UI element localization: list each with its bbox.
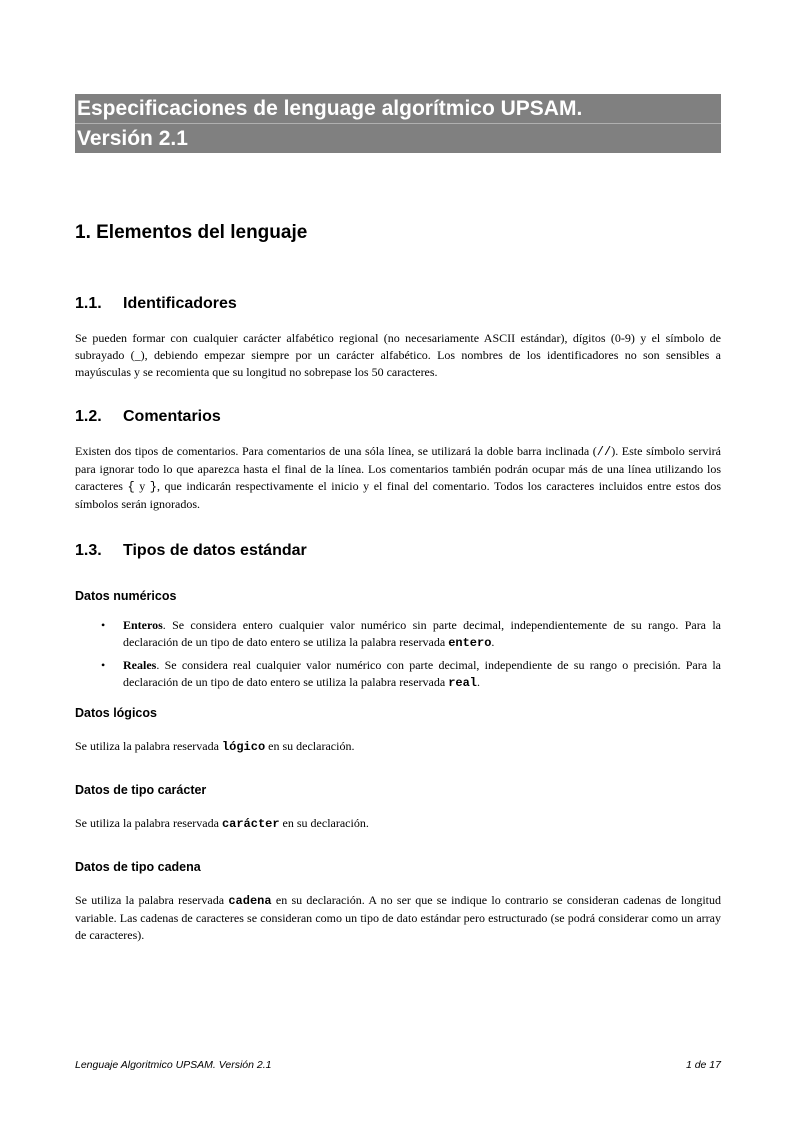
text-run: . Se considera real cualquier valor numérico con parte decimal, independiente de su rango o precisión. Para la declaración de un tipo de dato entero se utiliza la palabra reservada: [123, 658, 721, 689]
text-run: en su declaración.: [279, 816, 369, 830]
cadena-paragraph: [75, 892, 721, 944]
section-title: Tipos de datos estándar: [123, 542, 307, 559]
logicos-paragraph: [75, 738, 721, 756]
keyword: real: [448, 676, 477, 690]
numericos-list: [75, 617, 721, 692]
subheading-numericos: Datos numéricos: [75, 589, 177, 603]
section-heading-1-1: [75, 294, 721, 314]
identificadores-paragraph: Se pueden formar con cualquier carácter alfabético regional (no necesariamente ASCII estándar), dígitos (0-9) y el símbolo de subrayado (_), debiendo empezar siempre por un carácter alfabético. Los nombres de los identificadores no son sensibles a mayúsculas y se recomienta que su longitud no sobrepase los 50 caracteres.: [75, 331, 721, 379]
bullet-icon: •: [101, 658, 106, 672]
section-heading-1-2: [75, 407, 721, 427]
code-inline: }: [149, 480, 157, 494]
footer-title: Lenguaje Algoritmico UPSAM. Versión 2.1: [75, 1059, 272, 1071]
text-run: .: [477, 675, 480, 689]
document-page: [75, 94, 721, 944]
text-run: y: [134, 479, 150, 493]
text-run: Se utiliza la palabra reservada: [75, 816, 222, 830]
text-run: en su declaración. A no ser que se indique lo contrario se consideran cadenas de longitud variable. Las cadenas de caracteres se consideran como un tipo de dato estándar pero estructurado (se podrá considerar como un array de caracteres).: [75, 893, 721, 942]
keyword: cadena: [228, 894, 272, 908]
text-run: en su declaración.: [265, 739, 355, 753]
list-item: [75, 657, 721, 692]
code-inline: //: [596, 445, 612, 459]
section-number: 1.2.: [75, 408, 102, 425]
term: Reales: [123, 658, 157, 672]
comentarios-paragraph: [75, 443, 721, 513]
text-run: ). Este símbolo servirá para ignorar todo lo que aparezca hasta el final de la línea. Los comentarios también podrán ocupar más de una línea utilizando los caracteres: [75, 444, 721, 493]
section-heading-1-3: [75, 541, 721, 561]
section-number: 1.1.: [75, 295, 102, 312]
page-footer: [75, 1059, 721, 1071]
keyword: lógico: [221, 740, 266, 754]
subheading-cadena: Datos de tipo cadena: [75, 860, 201, 874]
keyword: entero: [448, 636, 492, 650]
document-title: [75, 94, 721, 153]
caracter-paragraph: [75, 815, 721, 833]
section-heading-1: 1. Elementos del lenguaje: [75, 222, 308, 243]
code-inline: {: [127, 480, 135, 494]
text-run: Se utiliza la palabra reservada: [75, 739, 222, 753]
text-run: Existen dos tipos de comentarios. Para comentarios de una sóla línea, se utilizará la doble barra inclinada (: [75, 444, 597, 458]
text-run: , que indicarán respectivamente el inicio y el final del comentario. Todos los caracteres incluidos entre estos dos símbolos serán ignorados.: [75, 479, 721, 511]
section-number: 1.3.: [75, 542, 102, 559]
keyword: carácter: [221, 817, 280, 831]
section-title: Identificadores: [123, 295, 237, 312]
title-line-2: Versión 2.1: [75, 123, 721, 153]
term: Enteros: [123, 618, 163, 632]
page-number: 1 de 17: [685, 1059, 721, 1071]
text-run: Se utiliza la palabra reservada: [75, 893, 229, 907]
text-run: .: [491, 635, 495, 649]
list-item: [75, 617, 721, 652]
bullet-icon: •: [101, 618, 106, 632]
subheading-logicos: Datos lógicos: [75, 706, 157, 720]
title-line-1: Especificaciones de lenguage algorítmico UPSAM.: [77, 97, 583, 120]
subheading-caracter: Datos de tipo carácter: [75, 783, 207, 797]
text-run: . Se considera entero cualquier valor numérico sin parte decimal, independientemente de su rango. Para la declaración de un tipo de dato entero se utiliza la palabra reservada: [123, 618, 721, 649]
section-title: Comentarios: [123, 408, 221, 425]
